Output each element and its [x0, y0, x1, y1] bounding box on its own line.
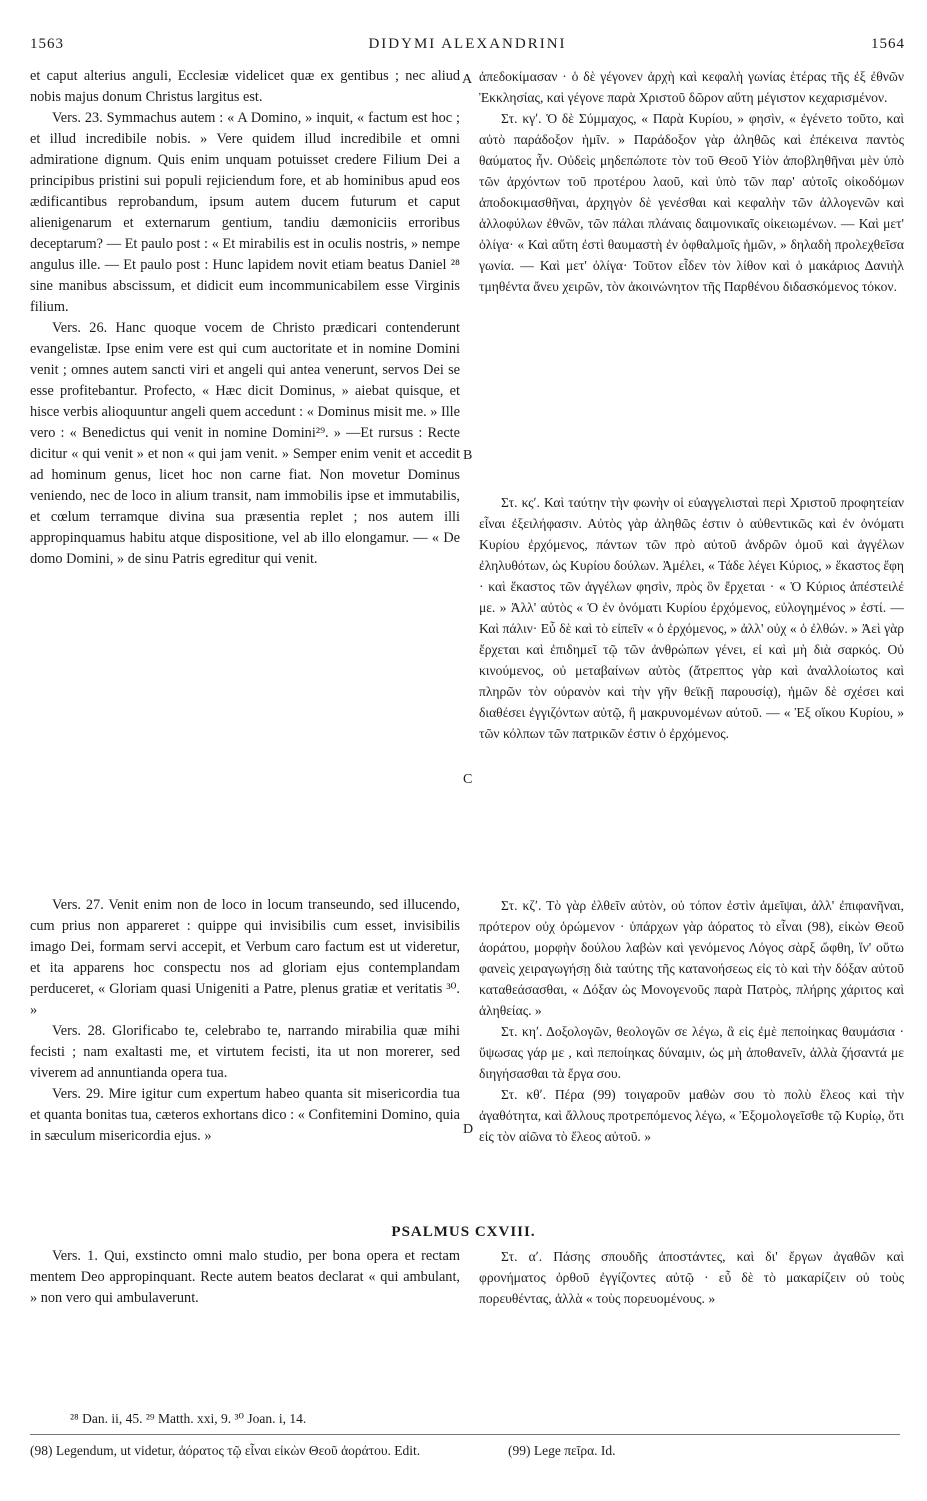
latin-paragraph: Vers. 27. Venit enim non de loco in locum transeundo, sed illucendo, cum prius non appareret : quippe qui invisibilis cum esset, invisibilis imago Dei, formam servi accepit, et Verbum caro factum est ut videretur, et ita apparens hoc conspectu nos ad gloriam ejus contemplandam perduceret, « Gloriam quasi Unigeniti a Patre, plenus gratiæ et veritatis ³⁰. »	[30, 897, 460, 1018]
footnote-divider	[30, 1434, 900, 1435]
greek-paragraph: Στ. κζʹ. Τὸ γὰρ ἐλθεῖν αὐτὸν, οὐ τόπον ἐστὶν ἀμεῖψαι, ἀλλ' ἐπιφανῆναι, πρότερον οὐχ ὁρώμενον · ὑπάρχων γὰρ ἀόρατος τὸ εἶναι (98), εἰκὼν Θεοῦ ἀοράτου, μορφὴν δούλου λαβὼν καὶ γενόμενος Λόγος σὰρξ ὤφθη, ἵν' οὕτω φανεὶς χειραγωγήσῃ διὰ ταύτης τῆς κατανοήσεως εἰς τὸ καὶ τὴν δόξαν αὐτοῦ καταθεάσασθαι, « Δόξαν ὡς Μονογενοῦς παρὰ Πατρὸς, πλήρης χάριτος καὶ ἀληθείας. »	[479, 898, 904, 1018]
greek-block-3	[479, 895, 904, 1147]
page-number-right: 1564	[871, 36, 905, 52]
latin-paragraph: Vers. 28. Glorificabo te, celebrabo te, narrando mirabilia quæ mihi fecisti ; nam exaltasti me, et virtutem fecisti, ita ut non morerer, sed viverem ad annuntianda opera tua.	[30, 1023, 460, 1081]
latin-paragraph: Vers. 29. Mire igitur cum expertum habeo quanta sit misericordia tua et quanta bonitas tua, cæteros exhortans dico : « Confitemini Domino, quia in sæculum misericordia ejus. »	[30, 1086, 460, 1144]
running-title: DIDYMI ALEXANDRINI	[368, 36, 567, 52]
greek-paragraph: Στ. κςʹ. Καὶ ταύτην τὴν φωνὴν οἱ εὐαγγελισταὶ περὶ Χριστοῦ προφητείαν εἶναι ἐξειλήφασιν. Αὐτὸς γὰρ ἀληθῶς ἐστιν ὁ αὐθεντικῶς καὶ ἐν ὀνόματι Κυρίου ἐρχόμενος, πάντων τῶν πρὸ αὐτοῦ ἀνδρῶν ὁμοῦ καὶ ἀγγέλων ἐληλυθότων, ὡς Κυρίου δούλων. Ἀμέλει, « Τάδε λέγει Κύριος, » ἕκαστος ἔφη · καὶ ἕκαστος τῶν ἀγγέλων φησὶν, πρὸς ὃν ἔρχεται · « Ὁ Κύριος ἀπέστειλέ με. » Ἀλλ' αὐτὸς « Ὁ ἐν ὀνόματι Κυρίου ἐρχόμενος, εὐλογημένος » ἐστί. — Καὶ πάλιν· Εὖ δὲ καὶ τὸ εἰπεῖν « ὁ ἐρχόμενος, » ἀλλ' οὐχ « ὁ ἐλθών. » Ἀεὶ γὰρ ἔρχεται καὶ ἐπιδημεῖ τῷ τῶν ἀνθρώπων γένει, εἰ καὶ μὴ διὰ σαρκός. Οὐ κινούμενος, οὐ μεταβαίνων αὐτὸς (ἄτρεπτος γὰρ καὶ ἀναλλοίωτος καὶ πληρῶν τὸν οὐρανὸν καὶ τὴν γῆν θεϊκῇ παρουσίᾳ), ἡμῶν δὲ σχέσει καὶ διαθέσει ἐγγιζόντων αὐτῷ, ἢ μακρυνομένων αὐτοῦ. — « Ἐξ οἴκου Κυρίου, » τῶν κόλπων τῶν πατρικῶν ἐστιν ὁ ἐρχόμενος.	[479, 495, 904, 741]
footnote-99: (99) Lege πεῖρα. Id.	[508, 1443, 616, 1458]
page-number-left: 1563	[30, 36, 64, 52]
latin-paragraph: Vers. 23. Symmachus autem : « A Domino, » inquit, « factum est hoc ; et illud incredibile nobis. » Vere quidem illud incredibile et omni admiratione dignum. Quis enim unquam potuisset credere Filium Dei a principibus pristini sui populi rejiciendum fore, et ab hominibus apud eos ædificantibus reprobandum, ipsum autem ducem futurum et caput alienigenarum et externarum gentium, tandiu dæmoniciis erroribus deceptarum? — Et paulo post : « Et mirabilis est in oculis nostris, » nempe angulus ille. — Et paulo post : Hunc lapidem novit etiam beatus Daniel ²⁸ sine manibus abscissum, et didicit eum incommunicabilem esse Virginis filium.	[30, 110, 460, 315]
column-marker-c: C	[463, 772, 473, 787]
latin-paragraph: et caput alterius anguli, Ecclesiæ videlicet quæ ex gentibus ; nec aliud nobis majus donum Christus largitus est.	[30, 68, 460, 105]
greek-block-2	[479, 492, 904, 744]
column-marker-d: D	[463, 1122, 474, 1137]
psalm-heading: PSALMUS CXVIII.	[391, 1224, 536, 1240]
footnote-98: (98) Legendum, ut videtur, ἀόρατος τῷ εἶναι εἰκὼν Θεοῦ ἀοράτου. Edit.	[30, 1443, 421, 1458]
latin-block-1	[30, 66, 460, 570]
latin-paragraph: Vers. 1. Qui, exstincto omni malo studio, per bona opera et rectam mentem Deo appropinquant. Recte autem beatos declarat « qui ambulant, » non vero qui ambulaverunt.	[30, 1248, 460, 1306]
greek-paragraph: Στ. κγʹ. Ὁ δὲ Σύμμαχος, « Παρὰ Κυρίου, » φησὶν, « ἐγένετο τοῦτο, καὶ αὐτὸ παράδοξον ἡμῖν. » Παράδοξον γὰρ ἀληθῶς καὶ ἐπέκεινα παντὸς θαύματος ἦν. Οὐδεὶς μηδεπώποτε τὸν τοῦ Θεοῦ Υἱὸν ἀποβληθῆναι μὲν ὑπὸ τῶν ἀρχόντων τοῦ προτέρου λαοῦ, καὶ ὑπὸ τῶν παρ' αὐτοῖς οἰκοδόμων ἀποδοκιμασθῆναι, ἀρχηγὸν δὲ γενέσθαι καὶ κεφαλὴν τῶν ἀλλογενῶν καὶ ἀλλοφύλων ἐθνῶν, τῶν πάλαι πλάναις δαιμονικαῖς οἰκειωμένων. — Καὶ μετ' ὀλίγα· « Καὶ αὕτη ἐστὶ θαυμαστὴ ἐν ὀφθαλμοῖς ἡμῶν, » δηλαδὴ προλεχθεῖσα γωνία. — Καὶ μετ' ὀλίγα· Τοῦτον εἶδεν τὸν λίθον καὶ ὁ μακάριος Δανιὴλ τμηθέντα ἄνευ χειρῶν, τὸν ἀκοινώνητον τῆς Παρθένου διδασκόμενος τόκον.	[479, 111, 904, 294]
greek-paragraph: Στ. κηʹ. Δοξολογῶν, θεολογῶν σε λέγω, ἃ εἰς ἐμὲ πεποίηκας θαυμάσια · ὕψωσας γάρ με , καὶ πεποίηκας δύναμιν, ὡς μὴ ἀποθανεῖν, ἀλλὰ ζήσαντά με διηγήσασθαι τὰ ἔργα σου.	[479, 1024, 904, 1081]
scripture-references: ²⁸ Dan. ii, 45. ²⁹ Matth. xxi, 9. ³⁰ Joan. i, 14.	[70, 1411, 307, 1426]
greek-paragraph: Στ. αʹ. Πάσης σπουδῆς ἀποστάντες, καὶ δι' ἔργων ἀγαθῶν καὶ φρονήματος ὀρθοῦ ἐγγίζοντες αὐτῷ · εὖ δὲ τὸ μακαρίζειν οὐ τοὺς πορευθέντας, ἀλλὰ « τοὺς πορευομένους. »	[479, 1249, 904, 1306]
column-marker-a: A	[462, 72, 473, 87]
latin-block-2	[30, 895, 460, 1147]
greek-paragraph: ἀπεδοκίμασαν · ὁ δὲ γέγονεν ἀρχὴ καὶ κεφαλὴ γωνίας ἑτέρας τῆς ἐξ ἐθνῶν Ἐκκλησίας, καὶ γέγονε παρὰ Χριστοῦ δῶρον αὕτη μέγιστον κεχαρισμένον.	[479, 69, 904, 105]
greek-paragraph: Στ. κθʹ. Πέρα (99) τοιγαροῦν μαθὼν σου τὸ πολὺ ἔλεος καὶ τὴν ἀγαθότητα, καὶ ἄλλους προτρεπόμενος λέγω, « Ἐξομολογεῖσθε τῷ Κυρίῳ, ὅτι εἰς τὸν αἰῶνα τὸ ἔλεος αὐτοῦ. »	[479, 1087, 904, 1144]
latin-paragraph: Vers. 26. Hanc quoque vocem de Christo prædicari contenderunt evangelistæ. Ipse enim vere est qui cum auctoritate et in nomine Domini venit ; omnes autem sancti viri et angeli qui antea venerunt, servos Dei se esse profitebantur. Profecto, « Hæc dicit Dominus, » aiebat quisque, et hisce verbis alioquuntur angeli quem accedunt : « Dominus misit me. » Ille vero : « Benedictus qui venit in nomine Domini²⁹. » —Et rursus : Recte dicitur « qui venit » et non « qui jam venit. » Semper enim venit et accedit ad hominum genus, licet hoc non carne fiat. Non movetur Dominus veniendo, nec de loco in alium transit, nam immobilis ipse et immutabilis, et cœlum terramque divina sua præsentia replet ; nos autem illi appropinquamus habitu atque dispositione, vel ab illo elongamur. — « De domo Domini, » de sinu Patris egreditur qui venit.	[30, 320, 461, 567]
greek-block-4	[479, 1246, 904, 1309]
latin-block-3	[30, 1246, 460, 1309]
running-header	[30, 36, 905, 58]
greek-block-1	[479, 66, 904, 297]
column-marker-b: B	[463, 448, 473, 463]
